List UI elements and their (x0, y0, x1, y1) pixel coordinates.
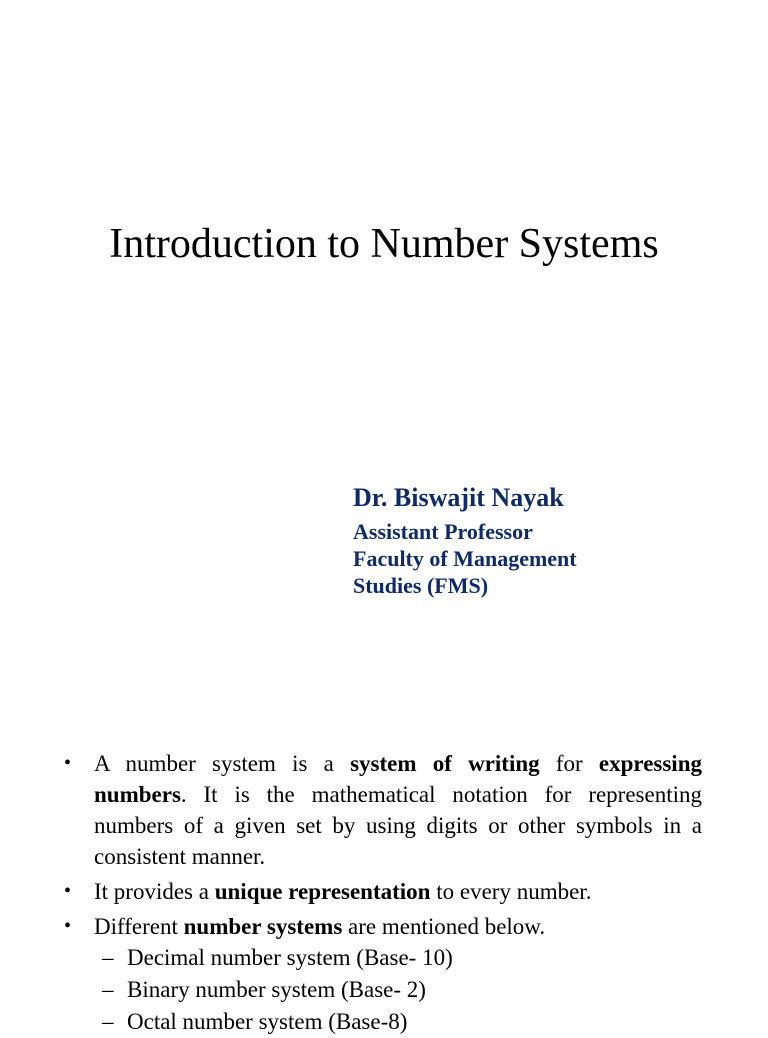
dash-icon: – (102, 977, 114, 1002)
bullet-item-number-system (62, 748, 702, 872)
bullet-text: are mentioned below. (342, 914, 546, 939)
author-name: Dr. Biswajit Nayak (353, 483, 564, 512)
bullet-icon: • (64, 880, 72, 902)
bullet-bold: unique representation (214, 879, 431, 904)
slide-title: Introduction to Number Systems (109, 221, 659, 267)
bullet-list (62, 748, 702, 1038)
bullet-item-unique-representation (62, 876, 702, 907)
sub-item-text: Octal number system (Base-8) (127, 1009, 408, 1034)
author-position: Assistant Professor (353, 519, 533, 544)
bullet-text: . It is the mathematical notation for representing numbers of a given set by using digits or other symbols in a consistent manner. (94, 782, 702, 869)
author-block (353, 480, 673, 598)
author-faculty-cont: Studies (FMS) (353, 573, 489, 598)
sub-item-decimal (62, 942, 702, 974)
dash-icon: – (102, 1009, 114, 1034)
bullet-item-different-systems (62, 911, 702, 942)
bullet-text: to every number. (430, 879, 592, 904)
bullet-text: A number system is a (94, 751, 351, 776)
author-faculty: Faculty of Management (353, 546, 577, 571)
bullet-text: for (539, 751, 599, 776)
bullet-icon: • (64, 915, 72, 937)
sub-item-octal (62, 1006, 702, 1038)
sub-item-binary (62, 974, 702, 1006)
bullet-icon: • (64, 752, 72, 774)
bullet-text: Different (94, 914, 184, 939)
bullet-bold: system of writing (350, 751, 540, 776)
sub-item-text: Binary number system (Base- 2) (127, 977, 426, 1002)
bullet-bold: number systems (183, 914, 343, 939)
bullet-text: It provides a (94, 879, 215, 904)
bullet-bold: expressing numbers (94, 751, 702, 807)
sub-item-text: Decimal number system (Base- 10) (127, 945, 453, 970)
dash-icon: – (102, 945, 114, 970)
